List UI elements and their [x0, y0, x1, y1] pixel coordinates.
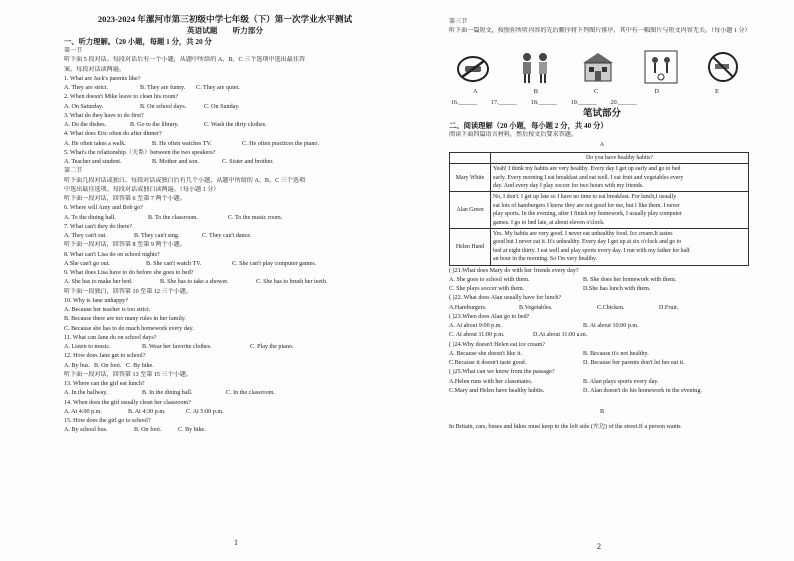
- option: A. Because her teacher is too strict.: [64, 307, 151, 313]
- section2-instruction: 中选出最佳选项。每段对话或独白读两遍。（每小题 1 分）: [64, 186, 220, 193]
- person-name: Alan Green: [450, 192, 491, 229]
- option: C. She can't play computer games.: [232, 260, 317, 267]
- question-4-options: [64, 140, 386, 149]
- option: B. To the classroom.: [148, 214, 199, 221]
- question-3: 3. What do they have to do first?: [64, 112, 144, 119]
- question-3-options: [64, 121, 386, 130]
- question-7-options: [64, 232, 386, 241]
- option: A. He often takes a walk.: [64, 140, 126, 147]
- picture-letter: E: [715, 87, 719, 95]
- option: B. Because there are too many rules in her family.: [64, 316, 186, 323]
- answer-blank[interactable]: 19.______: [570, 99, 597, 106]
- question-6: 6. Where will Amy and Bob go?: [64, 205, 143, 212]
- option: A. By bus.: [64, 362, 91, 369]
- table-title: Do you have healthy habits?: [491, 152, 749, 163]
- question-22-options: [449, 304, 755, 313]
- passage-line: an hour in the morning. So I'm very healthy.: [493, 256, 598, 263]
- question-8-options: [64, 260, 386, 269]
- page-number: 2: [597, 542, 601, 551]
- option: B. At 4:30 p.m.: [128, 408, 166, 415]
- section1-instruction: 听下面 5 段对话。每段对话后有一个小题，从题中所给的 A、B、C 三个选项中选出最佳答: [64, 57, 306, 64]
- passage-line: Yes. My habits are very good. I never eat unhealthy food. Ice cream.It tastes: [493, 231, 673, 237]
- section3-title: 第三节: [449, 19, 468, 25]
- option: C.Because it doesn't taste good.: [449, 360, 527, 367]
- part2-header: 二、阅读理解（20 小题，每小题 2 分，共 40 分）: [449, 121, 608, 131]
- question-21-options: [449, 276, 755, 285]
- exam-title: 2023-2024 年漯河市第三初级中学七年级（下）第一次学业水平测试: [97, 14, 353, 24]
- passage-line: No, I don't. I get up late so I have no time to eat breakfast. For lunch,I usually: [493, 194, 677, 201]
- habits-table: [449, 152, 749, 266]
- answer-blank[interactable]: 17.______: [490, 99, 517, 106]
- question-10: 10. Why is Jane unhappy?: [64, 297, 129, 304]
- option: B. On foot.: [134, 427, 162, 434]
- passage-a-label: A: [599, 141, 605, 148]
- option: A. Listen to music.: [64, 344, 111, 350]
- option: C. Sister and brother.: [222, 159, 274, 165]
- person-name: Mary White: [450, 164, 491, 192]
- option: C. He often practices the piano.: [242, 140, 319, 147]
- option: C. Because she has to do much homework every day.: [64, 325, 194, 332]
- option: A. By school bus.: [64, 427, 108, 434]
- question-25: ( )25.What can we know from the passage?: [449, 369, 555, 376]
- option: C. Play the piano.: [250, 344, 294, 350]
- question-23-options: [449, 322, 755, 331]
- option: D. Alan doesn't do his homework in the evening.: [583, 387, 702, 394]
- option: C. They can't dance.: [202, 233, 252, 239]
- option: B. At about 10:00 p.m.: [583, 323, 639, 330]
- question-1: 1. What are Jack's parents like?: [64, 75, 141, 82]
- option: C. On Sunday.: [204, 103, 240, 110]
- page-left: [64, 13, 386, 436]
- option: A. They are strict.: [64, 85, 109, 91]
- question-7: 7. What can't they do there?: [64, 223, 132, 230]
- question-25-options: [449, 387, 755, 396]
- option: C. In the classroom.: [226, 390, 275, 397]
- kids-playing-icon: [643, 49, 679, 85]
- option: C. To the music room.: [228, 214, 283, 221]
- option: A. She has to make her bed.: [64, 279, 133, 286]
- option: D.At about 11:00 a.m.: [533, 332, 588, 339]
- option: C. She plays soccer with them.: [449, 286, 525, 293]
- option: B. Mother and son.: [152, 159, 199, 165]
- option: A. They can't eat.: [64, 233, 107, 239]
- picture-letter: A: [473, 87, 478, 95]
- question-11: 11. What can Jane do on school days?: [64, 334, 157, 341]
- table-row: [450, 192, 749, 229]
- option: B. In the dining hall.: [142, 390, 193, 397]
- section2-title: 第二节: [64, 168, 83, 175]
- question-22: ( )22. What does Alan usually have for lunch?: [449, 295, 562, 302]
- option: B.Vegetables.: [519, 304, 553, 311]
- picture-letters: [449, 87, 755, 96]
- option: B. Wear her favorite clothes.: [142, 344, 212, 350]
- option: D.She has lunch with them.: [583, 286, 651, 293]
- passage-line: day. And every day I play soccer for two hours with my friends.: [493, 182, 644, 189]
- passage-line: early. Every morning I eat breakfast and eat well. I eat fruit and vegetables every: [493, 174, 684, 181]
- question-9: 9. What does Lisa have to do before she goes to bed?: [64, 270, 194, 276]
- section1-title: 第一节: [64, 48, 83, 54]
- picture-row: [449, 37, 755, 87]
- passage-line: good but I never eat it. It's unhealthy. Every day I get up at six o'clock and go to: [493, 239, 682, 246]
- question-1-options: [64, 84, 386, 93]
- passage-line: games. I go to bed late, at about eleven o'clock.: [493, 219, 605, 226]
- section1-instruction: 案。每段对话读两遍。: [64, 66, 125, 73]
- option: B. She does her homework with them.: [583, 276, 677, 283]
- option: A.Hamburgers.: [449, 304, 487, 311]
- question-21-options: [449, 285, 755, 294]
- option: B. She has to take a shower.: [160, 279, 229, 286]
- table-row: [450, 229, 749, 266]
- option: C. At 5:00 p.m.: [186, 408, 224, 415]
- option: B. He often watches TV.: [152, 140, 212, 147]
- option: D. Because her parents don't let her eat it.: [583, 360, 685, 367]
- question-12: 12. How does Jane get to school?: [64, 353, 146, 360]
- answer-blank[interactable]: 18.______: [530, 99, 557, 106]
- question-13-options: [64, 389, 386, 398]
- question-23-options: [449, 331, 755, 340]
- option: C. She has to brush her teeth.: [256, 279, 328, 286]
- section3-instruction: 听下面一篇短文，按照你所听内容的先后顺序将下列图片排序，其中有一幅图片与短文内容无关。（每小题 1 分）: [449, 28, 751, 35]
- section2-instruction: 听下面几段对话或独白。每段对话或独白后有几个小题，从题中所给的 A、B、C 三个选项: [64, 177, 306, 184]
- question-25-options: [449, 378, 755, 387]
- dialogue-intro: 听下面一段对话，回答第 13 至第 15 三个小题。: [64, 371, 192, 378]
- question-13: 13. Where can the girl eat lunch?: [64, 381, 145, 387]
- option: A She can't go out.: [64, 260, 110, 267]
- passage-b-text: In Britain, cars, buses and bikes must keep to the left side (左边) of the street.If a person wants: [449, 424, 681, 431]
- passage-line: Yeah! I think my habits are very healthy. Every day I get up early and go to bed: [493, 166, 681, 173]
- person-name: Helen Hand: [450, 229, 491, 266]
- option: A. On Saturday.: [64, 103, 104, 110]
- question-5: 5. What's the relationship（关系）between the two speakers?: [64, 149, 216, 156]
- page-number: 1: [234, 538, 238, 547]
- question-12-options: [64, 362, 386, 371]
- no-smoking-sign-icon: [705, 49, 741, 85]
- question-6-options: [64, 214, 386, 223]
- picture-letter: D: [654, 87, 659, 95]
- option: A. She goes to school with them.: [449, 276, 530, 283]
- page-right: [449, 18, 755, 433]
- question-23: ( )23.When does Alan go to bed?: [449, 313, 530, 320]
- option: C. By bike.: [178, 427, 206, 434]
- question-21: ( )21.What does Mary do with her friends every day?: [449, 267, 579, 274]
- question-9-options: [64, 278, 386, 287]
- question-14-options: [64, 408, 386, 417]
- option: C. Wash the dirty clothes.: [204, 122, 267, 128]
- option: A. Teacher and student.: [64, 159, 122, 165]
- question-15: 15. How does the girl go to school?: [64, 418, 151, 424]
- option: C.Mary and Helen have healthy habits.: [449, 387, 545, 394]
- part1-header: 一、听力理解。（20 小题，每题 1 分，共 20 分: [64, 37, 212, 46]
- answer-blank[interactable]: 16.______: [451, 99, 477, 106]
- option: A. Do the dishes.: [64, 122, 107, 128]
- passage-line: play sports. In the evening, after I finish my homework, I usually play computer: [493, 211, 682, 218]
- question-4: 4. What does Eric often do after dinner?: [64, 131, 162, 138]
- monologue-intro: 听下面一段独白，回答第 10 至第 12 三个小题。: [64, 288, 192, 295]
- question-2: 2. When doesn't Mike leave to clean his room?: [64, 94, 179, 101]
- option: C. By bike.: [126, 362, 154, 369]
- picture-letter: C: [594, 87, 599, 95]
- question-24: ( )24.Why doesn't Helen eat ice cream?: [449, 341, 546, 348]
- option: D.Fruit.: [659, 304, 679, 311]
- passage-b-label: B: [599, 409, 605, 416]
- dialogue-intro: 听下面一段对话，回答第 6 至第 7 两个小题。: [64, 196, 186, 202]
- option: C. They are quiet.: [196, 85, 240, 91]
- family-people-icon: [518, 49, 554, 85]
- part2-instruction: 阅读下面四篇语言材料，然后按文后要求答题。: [449, 132, 577, 139]
- school-building-icon: [580, 49, 616, 85]
- passage-line: eat lots of hamburgers I know they are not good for me, but I like them. I never: [493, 202, 680, 209]
- question-24-options: [449, 350, 755, 359]
- question-2-options: [64, 103, 386, 112]
- option: A.Helen runs with her classmates.: [449, 378, 533, 385]
- picture-letter: B: [533, 87, 538, 95]
- option: A. Because she doesn't like it.: [449, 350, 523, 357]
- question-5-options: [64, 158, 386, 167]
- option: A. At about 9:00 p.m.: [449, 323, 502, 330]
- option: B. Go to the library.: [130, 122, 179, 128]
- option: A. To the dining hall.: [64, 214, 116, 221]
- question-15-options: [64, 426, 386, 435]
- option: B. They can't sing.: [134, 233, 180, 239]
- question-11-options: [64, 343, 386, 352]
- option: B. On foot.: [94, 362, 122, 369]
- option: B. On school days.: [140, 103, 187, 110]
- option: B. She can't watch TV.: [146, 260, 202, 267]
- question-8: 8. What can't Lisa do on school nights?: [64, 251, 160, 258]
- question-24-options: [449, 359, 755, 368]
- table-row: [450, 164, 749, 192]
- written-section-title: 笔试部分: [582, 109, 621, 119]
- passage-line: bed at eight thirty. I eat well and play sports every day. I run with my father for half: [493, 247, 690, 254]
- answer-blanks: [449, 99, 755, 108]
- option: B. Because it's not healthy.: [583, 350, 649, 357]
- option: A. At 4:00 p.m.: [64, 408, 102, 415]
- option: B. Alan plays sports every day.: [583, 378, 659, 385]
- option: C. At about 11:00 p.m.: [449, 332, 505, 339]
- no-fast-food-icon: [455, 49, 491, 85]
- option: B. They are funny.: [140, 85, 186, 91]
- question-14: 14. When does the girl usually clean her classroom?: [64, 399, 191, 406]
- answer-blank[interactable]: 20.______: [610, 99, 637, 106]
- dialogue-intro: 听下面一段对话，回答第 8 至第 9 两个小题。: [64, 242, 186, 249]
- option: C.Chicken.: [597, 304, 625, 311]
- exam-subtitle: 英语试题 听力部分: [187, 26, 263, 35]
- option: A. In the hallway.: [64, 390, 108, 397]
